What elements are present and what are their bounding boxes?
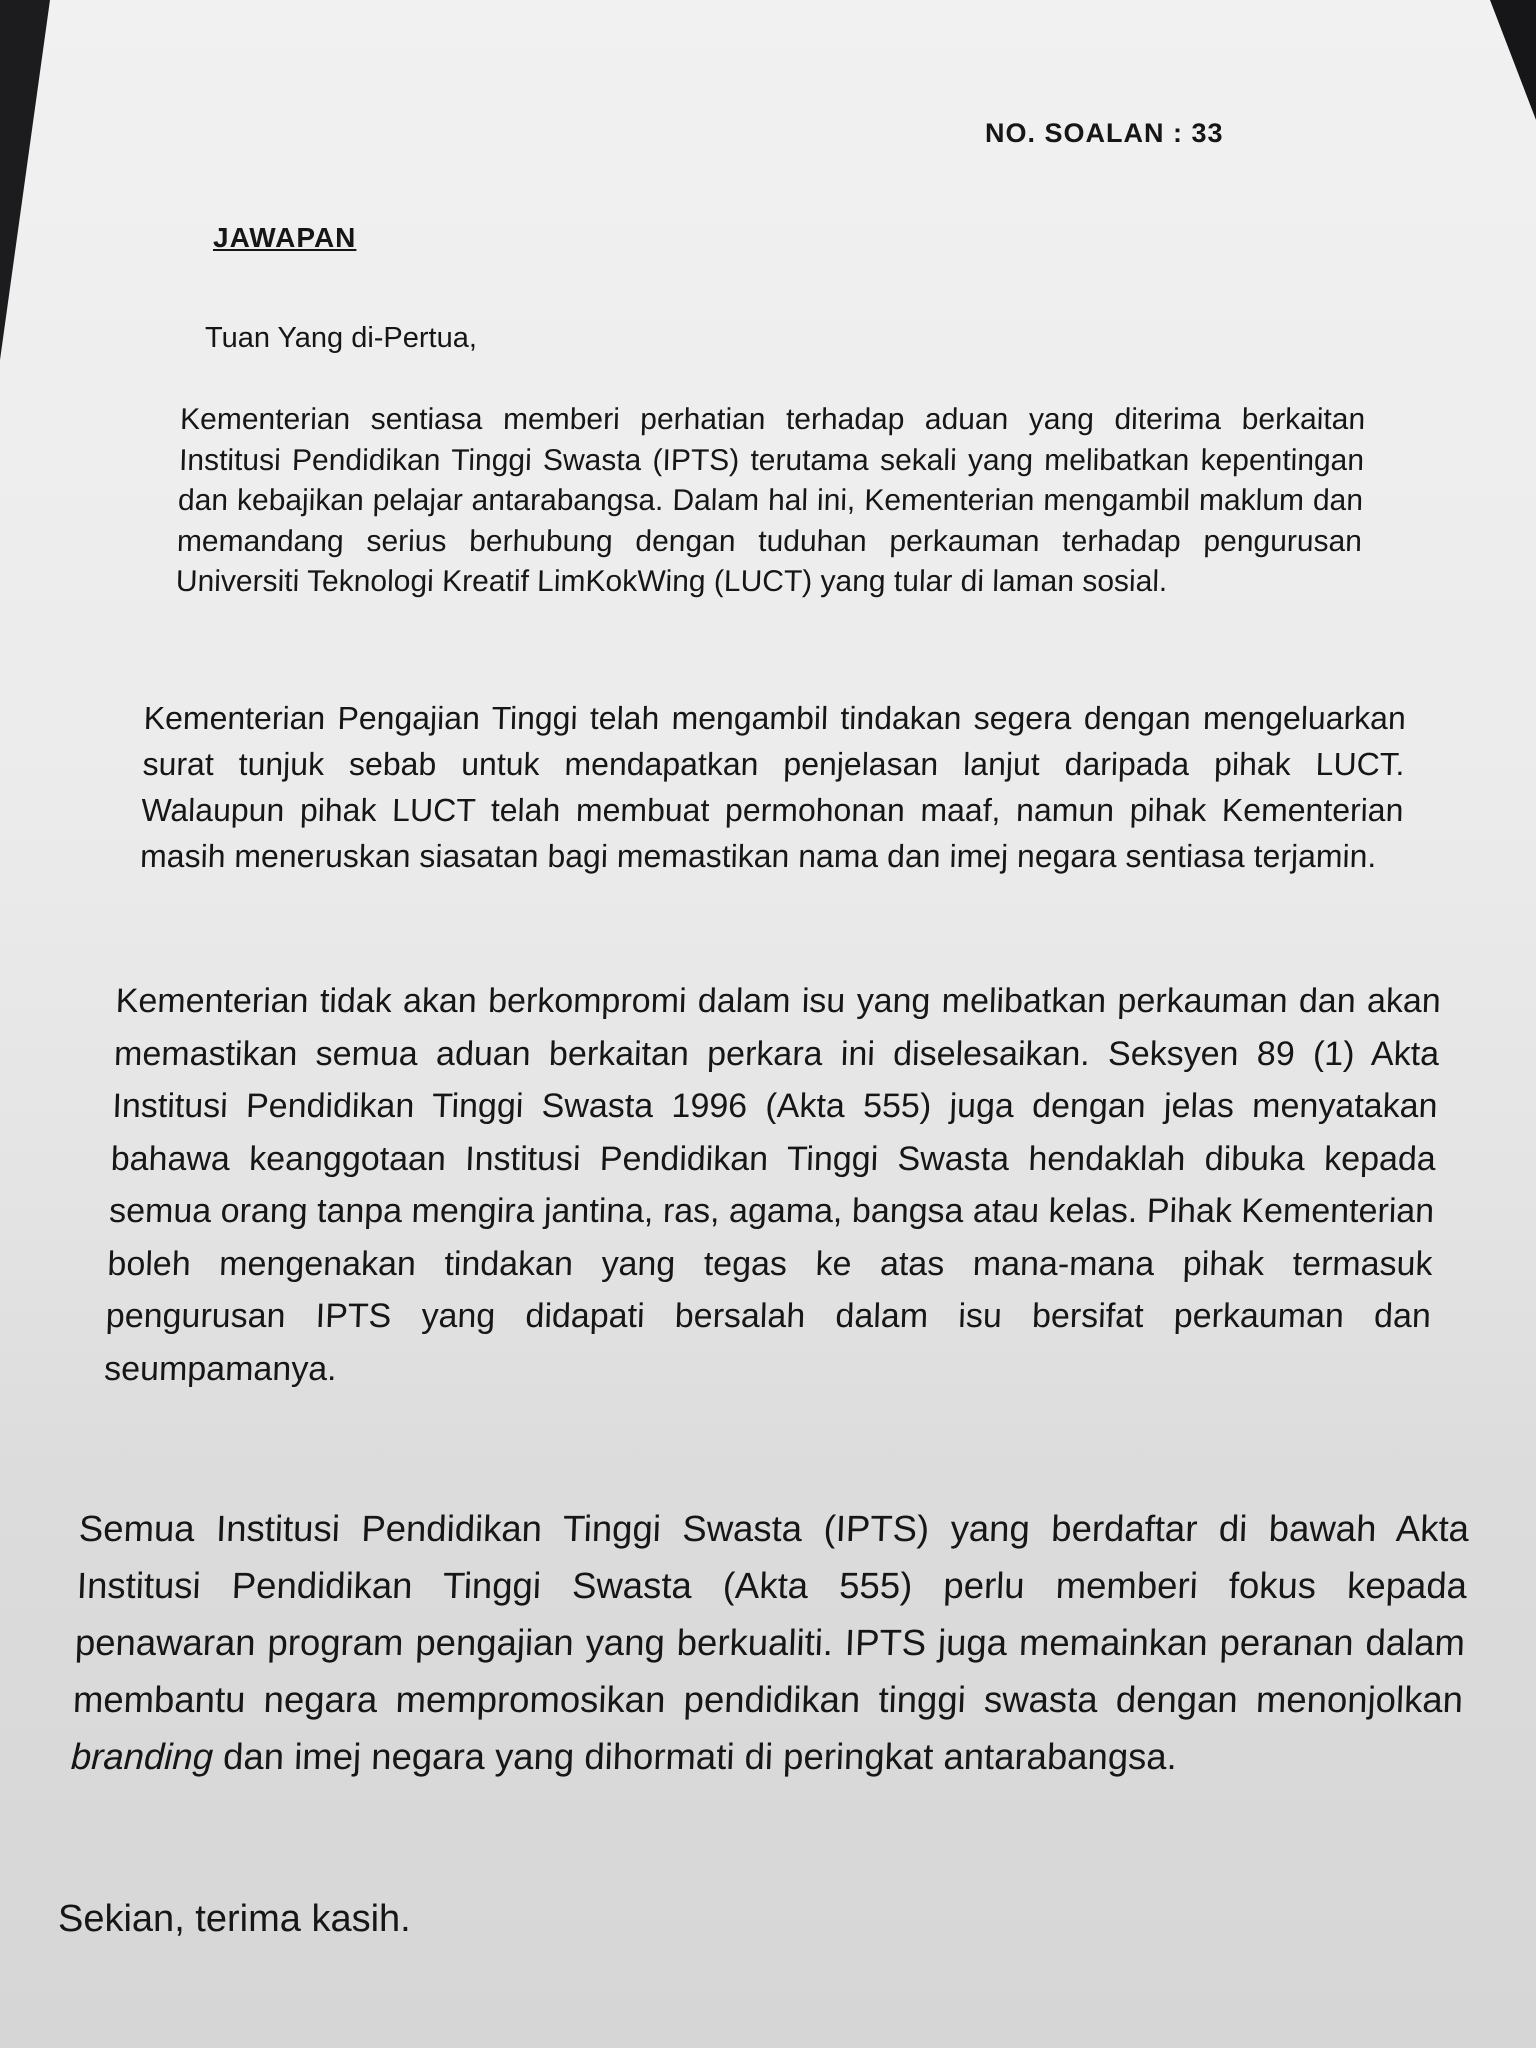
paragraph-4-text-end: dan imej negara yang dihormati di peringkat antarabangsa. bbox=[212, 1736, 1178, 1777]
question-number: NO. SOALAN : 33 bbox=[985, 118, 1224, 148]
paragraph-4-italic-term: branding bbox=[70, 1736, 214, 1777]
salutation: Tuan Yang di-Pertua, bbox=[205, 322, 477, 354]
paragraph-1: Kementerian sentiasa memberi perhatian terhadap aduan yang diterima berkaitan Institusi Pendidikan Tinggi Swasta (IPTS) terutama sekali yang melibatkan kepentingan dan kebajikan pelajar antarabangsa. Dalam hal ini, Kementerian mengambil maklum dan memandang serius berhubung dengan tuduhan perkauman terhadap pengurusan Universiti Teknologi Kreatif LimKokWing (LUCT) yang tular di laman sosial. bbox=[175, 403, 1366, 598]
paragraph-3: Kementerian tidak akan berkompromi dalam isu yang melibatkan perkauman dan akan memastikan semua aduan berkaitan perkara ini diselesaikan. Seksyen 89 (1) Akta Institusi Pendidikan Tinggi Swasta 1996 (Akta 555) juga dengan jelas menyatakan bahawa keanggotaan Institusi Pendidikan Tinggi Swasta hendaklah dibuka kepada semua orang tanpa mengira jantina, ras, agama, bangsa atau kelas. Pihak Kementerian boleh mengenakan tindakan yang tegas ke atas mana-mana pihak termasuk pengurusan IPTS yang didapati bersalah dalam isu bersifat perkauman dan seumpamanya. bbox=[103, 982, 1442, 1388]
paragraph-2: Kementerian Pengajian Tinggi telah mengambil tindakan segera dengan mengeluarkan surat tunjuk sebab untuk mendapatkan penjelasan lanjut daripada pihak LUCT. Walaupun pihak LUCT telah membuat permohonan maaf, namun pihak Kementerian masih meneruskan siasatan bagi memastikan nama dan imej negara sentiasa terjamin. bbox=[139, 700, 1407, 874]
closing-line: Sekian, terima kasih. bbox=[58, 1898, 411, 1940]
paragraph-4 bbox=[70, 1500, 1470, 1785]
paragraph-4-text-start: Semua Institusi Pendidikan Tinggi Swasta (IPTS) yang berdaftar di bawah Akta Institusi Pendidikan Tinggi Swasta (Akta 555) perlu memberi fokus kepada penawaran program pengajian yang berkualiti. IPTS juga memainkan peranan dalam membantu negara mempromosikan pendidikan tinggi swasta dengan menonjolkan bbox=[72, 1508, 1470, 1720]
answer-heading: JAWAPAN bbox=[213, 222, 357, 253]
